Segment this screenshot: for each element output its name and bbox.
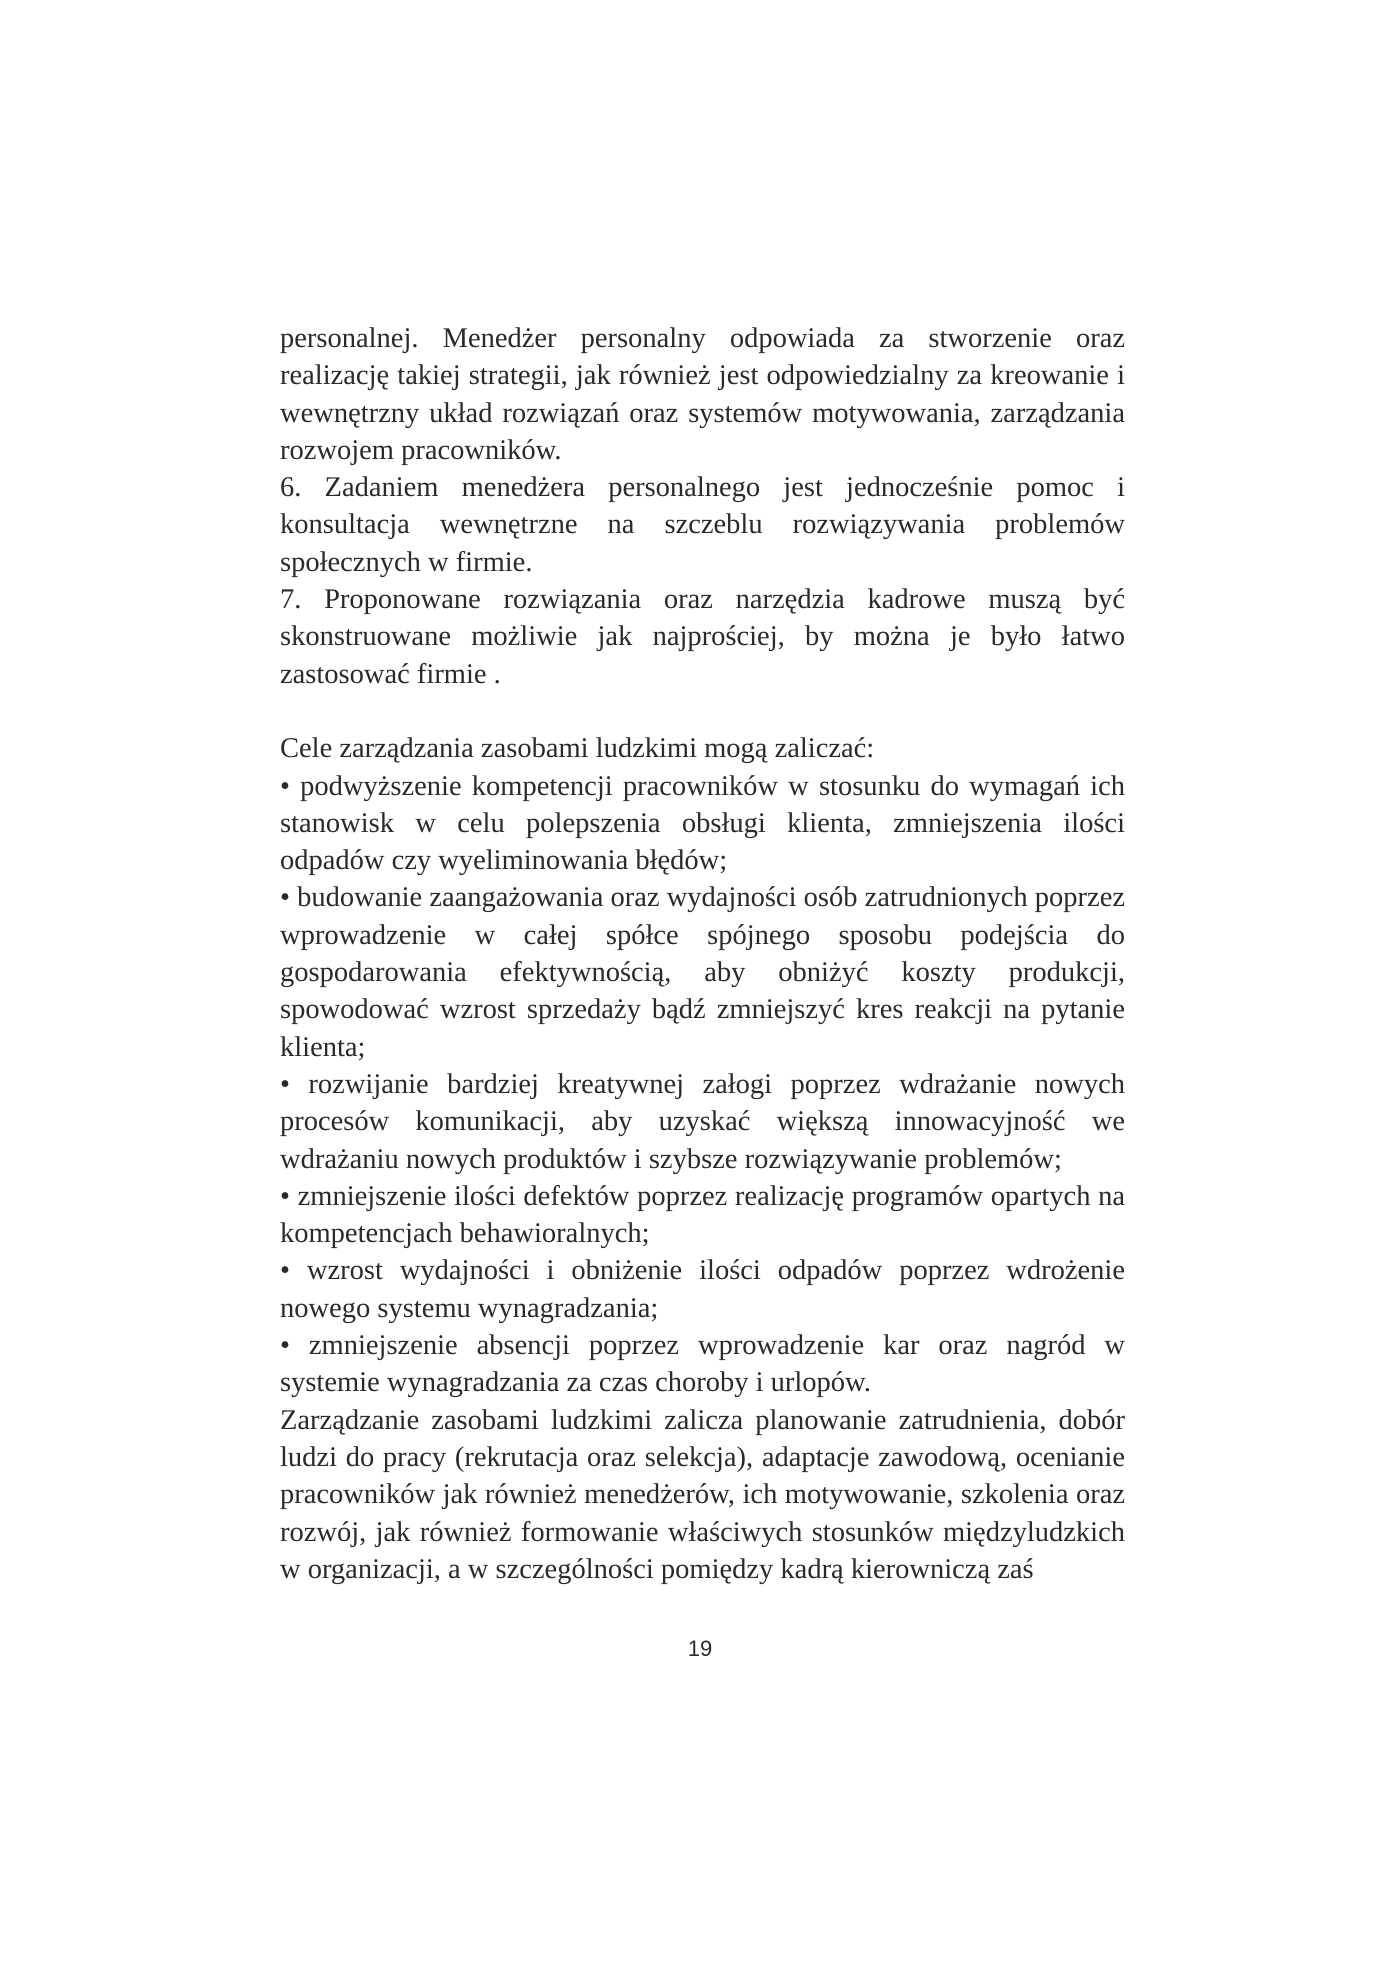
page-number: 19 — [687, 1636, 713, 1661]
goal-item: • rozwijanie bardziej kreatywnej załogi poprzez wdrażanie nowych procesów komunikacji, aby uzyskać większą innowacyjność we wdrażaniu nowych produktów i szybsze rozwiązywanie problemów; — [280, 1068, 1125, 1175]
goals-intro: Cele zarządzania zasobami ludzkimi mogą zaliczać: — [280, 733, 875, 765]
paragraph-item-7: 7. Proponowane rozwiązania oraz narzędzia kadrowe muszą być skonstruowane możliwie jak najprościej, by można je było łatwo zastosować firmie . — [280, 584, 1125, 690]
paragraph-personal-manager: personalnej. Menedżer personalny odpowiada za stworzenie oraz realizację takiej strategii, jak również jest odpowiedzialny za kreowanie i wewnętrzny układ rozwiązań oraz systemów motywowania, zarządzania rozwojem pracowników. — [280, 323, 1125, 466]
goal-item: • budowanie zaangażowania oraz wydajności osób zatrudnionych poprzez wprowadzenie w całej spółce spójnego sposobu podejścia do gospodarowania efektywnością, aby obniżyć koszty produkcji, spowodować wzrost sprzedaży bądź zmniejszyć kres reakcji na pytanie klienta; — [280, 882, 1125, 1063]
paragraph-spacer — [280, 693, 1125, 730]
goal-item: • wzrost wydajności i obniżenie ilości odpadów poprzez wdrożenie nowego systemu wynagradzania; — [280, 1255, 1125, 1324]
body-text — [280, 320, 1125, 1588]
paragraph-item-6: 6. Zadaniem menedżera personalnego jest jednocześnie pomoc i konsultacja wewnętrzne na szczeblu rozwiązywania problemów społecznych w firmie. — [280, 472, 1125, 578]
goal-item: • zmniejszenie ilości defektów poprzez realizację programów opartych na kompetencjach behawioralnych; — [280, 1180, 1125, 1250]
goal-item: • podwyższenie kompetencji pracowników w stosunku do wymagań ich stanowisk w celu polepszenia obsługi klienta, zmniejszenia ilości odpadów czy wyeliminowania błędów; — [280, 770, 1125, 877]
goal-item: • zmniejszenie absencji poprzez wprowadzenie kar oraz nagród w systemie wynagradzania za czas choroby i urlopów. — [280, 1330, 1125, 1399]
closing-paragraph: Zarządzanie zasobami ludzkimi zalicza planowanie zatrudnienia, dobór ludzi do pracy (rekrutacja oraz selekcja), adaptacje zawodową, ocenianie pracowników jak również menedżerów, ich motywowanie, szkolenia oraz rozwój, jak również formowanie właściwych stosunków międzyludzkich w organizacji, a w szczególności pomiędzy kadrą kierowniczą zaś — [280, 1404, 1125, 1585]
